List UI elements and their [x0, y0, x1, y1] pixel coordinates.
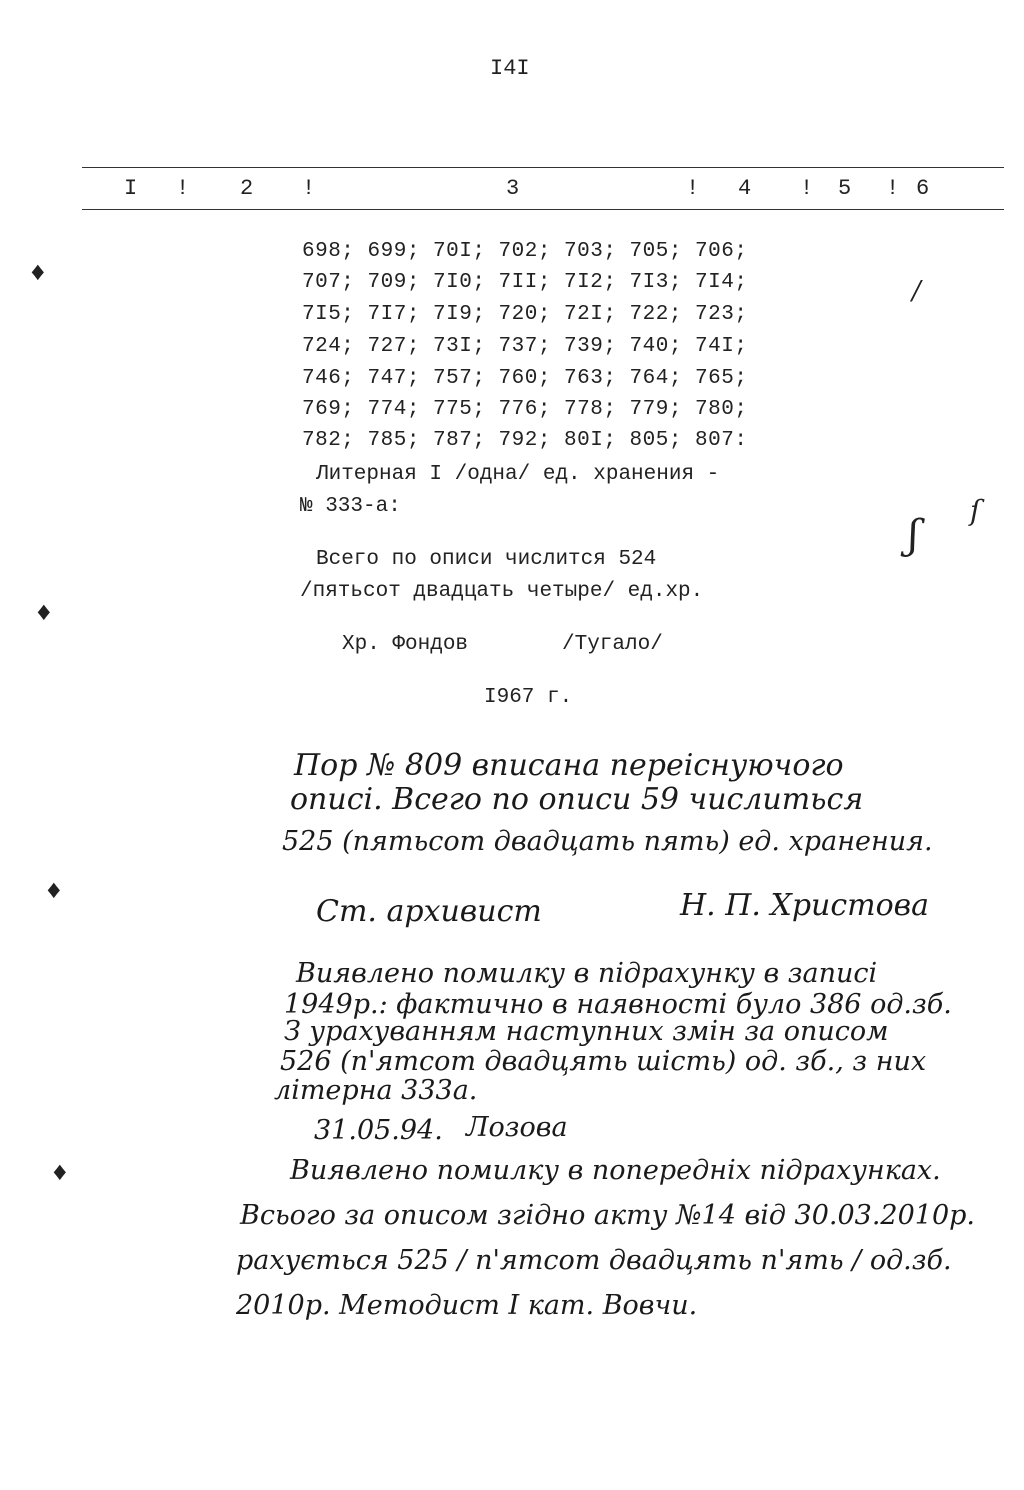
total-count-line: Всего по описи числится 524 — [316, 548, 657, 571]
header-rule-bottom — [82, 209, 1004, 210]
column-header-4: 4 — [738, 176, 752, 201]
binding-hole-mark: ♦ — [52, 1158, 68, 1188]
storage-number-row: 707; 709; 7I0; 7II; 7I2; 7I3; 7I4; — [302, 271, 748, 294]
column-separator: ! — [176, 176, 190, 201]
handwritten-note3-line3: рахується 525 / п'ятсот двадцять п'ять / од.зб. — [236, 1245, 952, 1276]
storage-number-row: 698; 699; 70I; 702; 703; 705; 706; — [302, 240, 748, 263]
handwritten-note2-line4: 526 (п'ятсот двадцять шість) од. зб., з них — [280, 1046, 927, 1077]
column-separator: ! — [800, 176, 814, 201]
page-number: I4I — [490, 56, 530, 81]
column-header-6: 6 — [916, 176, 930, 201]
column-header-1: I — [124, 176, 138, 201]
storage-number-row: 782; 785; 787; 792; 80I; 805; 807: — [302, 429, 748, 452]
document-year: I967 г. — [484, 686, 573, 709]
handwritten-note2-date: 31.05.94. — [314, 1115, 443, 1146]
handwritten-note2-line5: літерна 333а. — [274, 1075, 478, 1106]
total-count-words: /пятьсот двадцать четыре/ ед.хр. — [300, 580, 704, 603]
handwritten-archivist-signature: Н. П. Христова — [680, 888, 930, 923]
column-header-2: 2 — [240, 176, 254, 201]
handwritten-note3-line1: Виявлено помилку в попередніх підрахунках. — [290, 1155, 941, 1186]
keeper-title: Хр. Фондов — [342, 633, 469, 656]
handwritten-note3-line2: Всього за описом згідно акту №14 від 30.03.2010р. — [240, 1200, 975, 1231]
column-separator: ! — [302, 176, 316, 201]
handwritten-note1-line3: 525 (пятьсот двадцать пять) ед. хранения. — [282, 826, 933, 857]
handwritten-note2-line3: З урахуванням наступних змін за описом — [284, 1016, 889, 1047]
header-rule-top — [82, 167, 1004, 168]
literal-unit-number: № 333-а: — [300, 495, 401, 518]
column-separator: ! — [886, 176, 900, 201]
handwritten-note2-line1: Виявлено помилку в підрахунку в записі — [296, 958, 878, 989]
handwritten-note3-line4: 2010р. Методист І кат. Вовчи. — [236, 1290, 698, 1321]
storage-number-row: 7I5; 7I7; 7I9; 720; 72I; 722; 723; — [302, 303, 748, 326]
handwritten-note2-signature: Лозова — [466, 1112, 568, 1143]
binding-hole-mark: ♦ — [36, 598, 52, 628]
handwritten-note1-line2: описі. Всего по описи 59 числиться — [290, 782, 864, 817]
storage-number-row: 724; 727; 73I; 737; 739; 740; 74I; — [302, 335, 748, 358]
storage-number-row: 746; 747; 757; 760; 763; 764; 765; — [302, 367, 748, 390]
pen-scribble-mark: ʃ — [908, 512, 919, 558]
keeper-name: /Тугало/ — [562, 633, 663, 656]
pen-tick-mark: / — [912, 276, 921, 306]
binding-hole-mark: ♦ — [46, 876, 62, 906]
storage-number-row: 769; 774; 775; 776; 778; 779; 780; — [302, 398, 748, 421]
column-header-5: 5 — [838, 176, 852, 201]
pen-scribble-mark: ſ — [970, 494, 981, 527]
handwritten-archivist-title: Ст. архивист — [316, 894, 542, 929]
column-header-3: 3 — [506, 176, 520, 201]
literal-unit-line: Литерная I /одна/ ед. хранения - — [316, 463, 720, 486]
handwritten-note2-line2: 1949р.: фактично в наявності було 386 од.зб. — [284, 989, 952, 1020]
handwritten-note1-line1: Пор № 809 вписана переіснуючого — [294, 748, 844, 783]
binding-hole-mark: ♦ — [30, 258, 46, 288]
column-separator: ! — [686, 176, 700, 201]
